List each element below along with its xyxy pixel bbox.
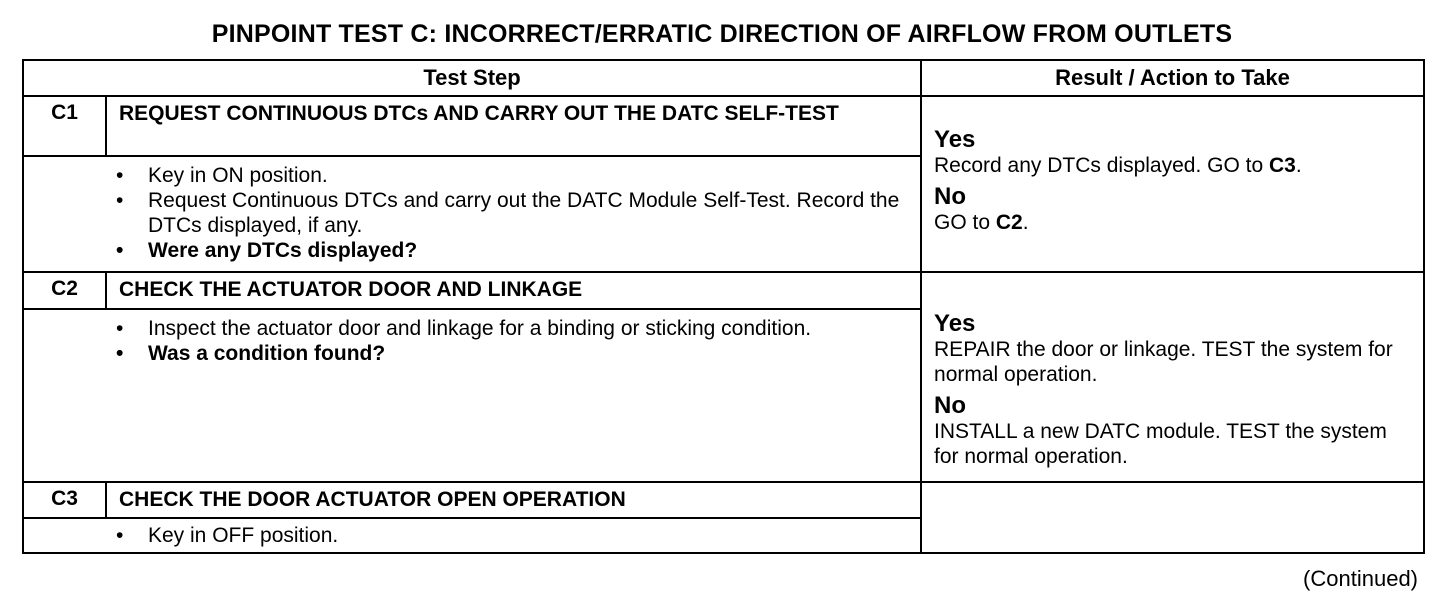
- step-c2-heading-row: [23, 272, 1424, 309]
- page-title: PINPOINT TEST C: INCORRECT/ERRATIC DIRECTION OF AIRFLOW FROM OUTLETS: [211, 20, 1233, 48]
- header-test-step: Test Step: [23, 60, 921, 96]
- list-item: • Inspect the actuator door and linkage for a binding or sticking condition.: [116, 317, 812, 341]
- step-id-c2: C2: [23, 272, 106, 309]
- step-c1-heading-row: [23, 96, 1424, 156]
- no-label-c2: No: [934, 392, 967, 419]
- yes-action-c2: REPAIR the door or linkage. TEST the system for normal operation.: [934, 338, 1393, 386]
- step-ref-c3: C3: [1268, 154, 1296, 177]
- list-item: • Key in OFF position.: [116, 524, 339, 547]
- step-id-spacer: [23, 156, 106, 272]
- yes-action-c1: Record any DTCs displayed. GO to C3.: [934, 154, 1302, 177]
- no-action-c2: INSTALL a new DATC module. TEST the system for normal operation.: [934, 420, 1387, 468]
- result-cell-c3: [921, 482, 1424, 553]
- list-item: • Were any DTCs displayed?: [116, 239, 418, 262]
- step-body-c1: [106, 156, 921, 272]
- step-body-c2: [106, 309, 921, 482]
- step-id-c3: C3: [23, 482, 106, 518]
- step-body-c3: [106, 518, 921, 553]
- step-id-spacer: [23, 309, 106, 482]
- list-item: • Key in ON position.: [116, 164, 328, 187]
- step-id-c1: C1: [23, 96, 106, 156]
- result-cell-c2: [921, 272, 1424, 482]
- step-heading-c3: CHECK THE DOOR ACTUATOR OPEN OPERATION: [106, 482, 921, 518]
- step-ref-c2: C2: [995, 211, 1023, 234]
- step-heading-c2: CHECK THE ACTUATOR DOOR AND LINKAGE: [106, 272, 921, 309]
- yes-label-c1: Yes: [934, 126, 976, 153]
- step-heading-c1: REQUEST CONTINUOUS DTCs AND CARRY OUT THE DATC SELF-TEST: [106, 96, 921, 156]
- no-label-c1: No: [934, 183, 967, 210]
- continued-note: (Continued): [1303, 566, 1418, 591]
- list-item: • Was a condition found?: [116, 342, 386, 366]
- step-c3-heading-row: [23, 482, 1424, 518]
- pinpoint-test-table: [22, 59, 1425, 554]
- result-cell-c1: [921, 96, 1424, 272]
- header-result: Result / Action to Take: [921, 60, 1424, 96]
- no-action-c1: GO to C2.: [934, 211, 1029, 234]
- list-item: • Request Continuous DTCs and carry out the DATC Module Self-Test. Record the DTCs displayed, if any.: [116, 189, 900, 237]
- yes-label-c2: Yes: [934, 310, 976, 337]
- step-id-spacer: [23, 518, 106, 553]
- table-header-row: [23, 60, 1424, 96]
